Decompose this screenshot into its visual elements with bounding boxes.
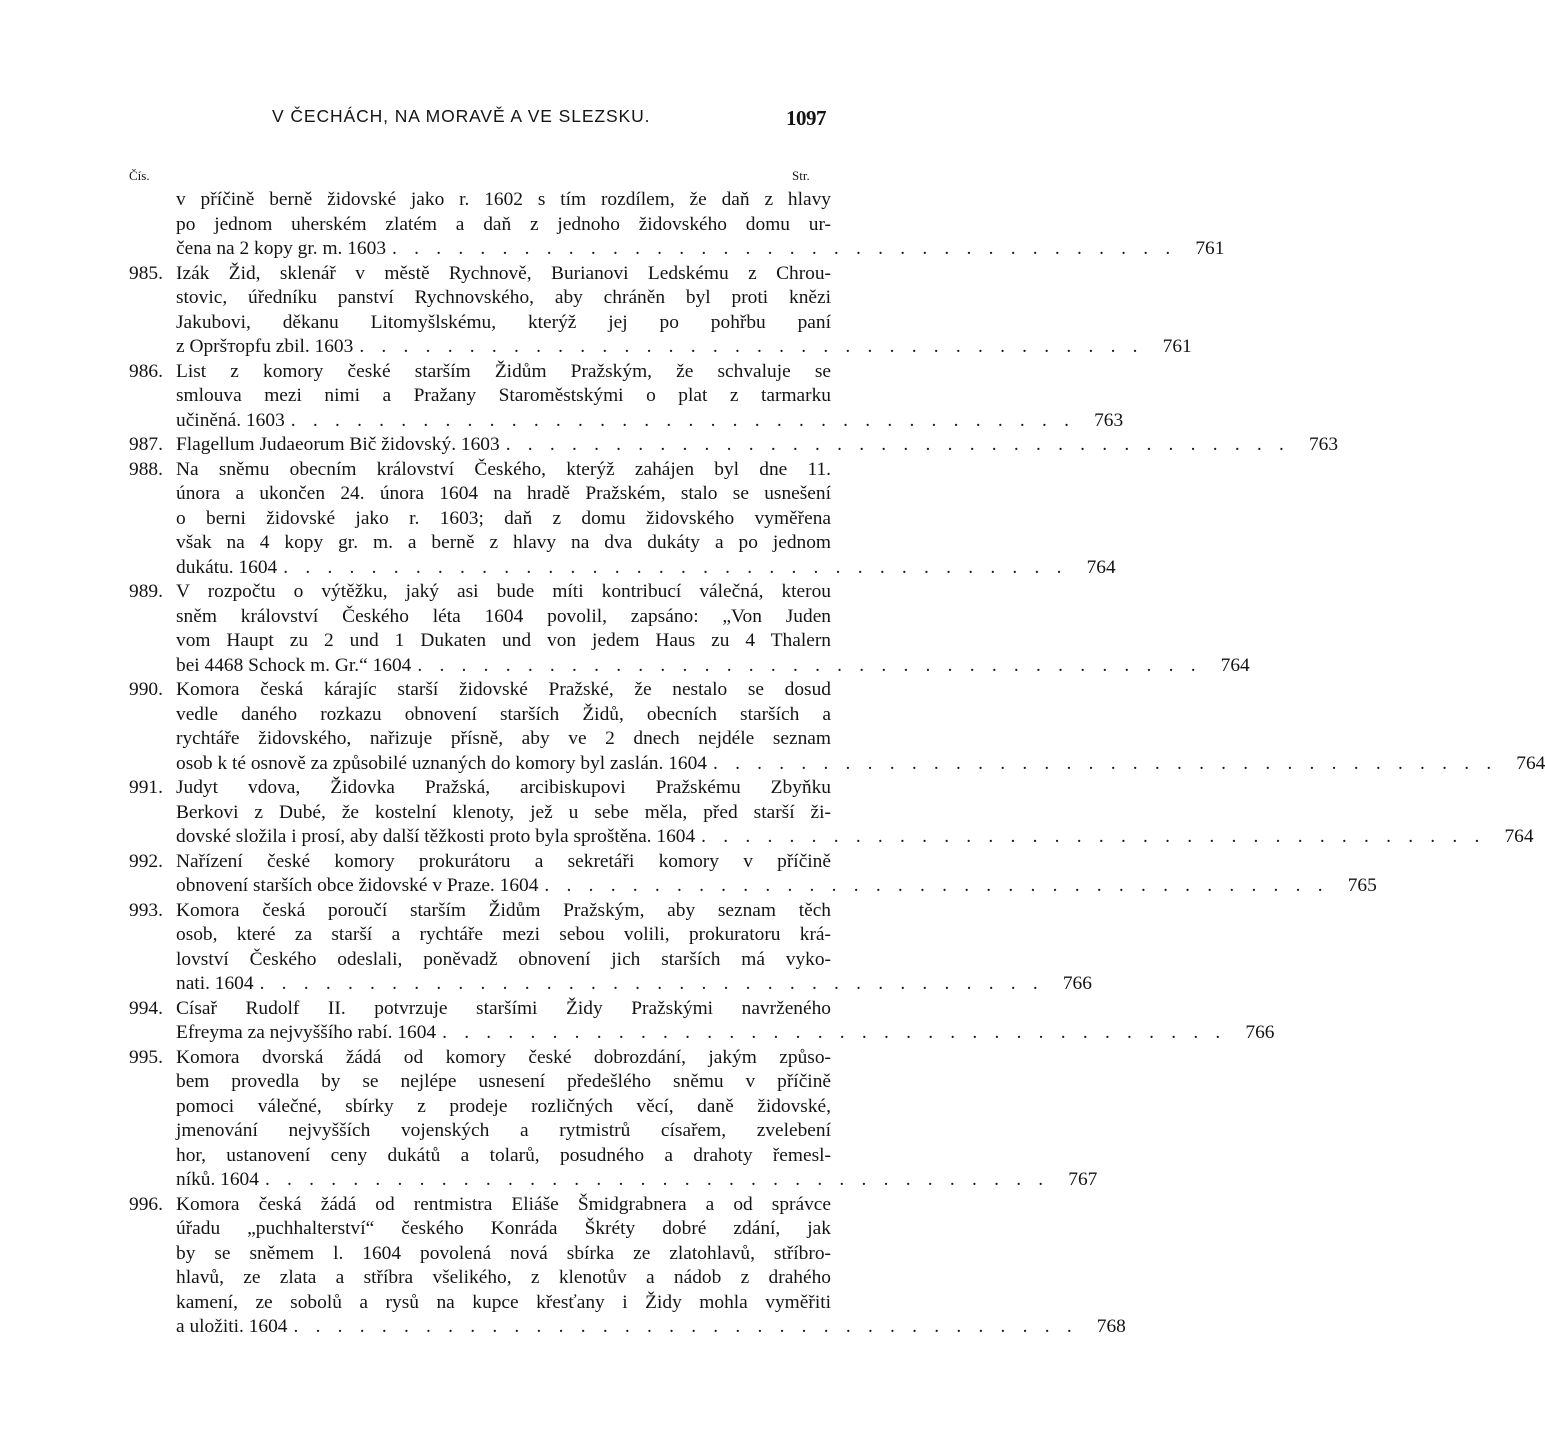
entry-text-line: hlavů, ze zlata a stříbra všelikého, z klenotův a nádob z drahého — [176, 1267, 831, 1288]
entry-page-reference: 766 — [1062, 973, 1092, 994]
entry-last-line — [176, 556, 1116, 581]
entry-page-reference: 763 — [1094, 409, 1124, 431]
leader-dots: . . . . . . . . . . . . . . . . . . . . . . . . . . . . . . . . . . . . — [259, 973, 1044, 994]
running-title: V ČECHÁCH, NA MORAVĚ A VE SLEZSKU. — [272, 106, 651, 126]
entry-last-line — [176, 1315, 1126, 1340]
entry-page-reference: 767 — [1068, 1169, 1098, 1190]
entry-last-line — [176, 825, 1534, 850]
register-entry — [129, 899, 1092, 997]
entry-last-line — [176, 409, 1124, 434]
leader-dots: . . . . . . . . . . . . . . . . . . . . . . . . . . . . . . . . . . . . — [712, 752, 1498, 774]
entry-text-line: Judyt vdova, Židovka Pražská, arcibiskupovi Pražskému Zbyňku — [176, 777, 831, 798]
entry-text-line: stovic, úředníku panství Rychnovského, aby chráněn byl proti knězi — [176, 287, 831, 308]
entry-last-line — [176, 874, 1377, 899]
register-entry — [129, 188, 1225, 262]
register-entry — [129, 262, 1192, 360]
entry-text-line: V rozpočtu o výtěžku, jaký asi bude míti kontribucí válečná, kterou — [176, 581, 831, 602]
entry-text-line: jmenování nejvyšších vojenských a rytmistrů císařem, zvelebení — [176, 1120, 831, 1141]
entry-number: 990. — [129, 679, 163, 700]
entry-number: 995. — [129, 1046, 163, 1068]
entry-number: 994. — [129, 997, 163, 1019]
entry-text-line: Berkovi z Dubé, že kostelní klenoty, jež u sebe měla, před starší ži- — [176, 801, 831, 823]
register-entry — [129, 1193, 1126, 1340]
entry-text-line: smlouva mezi nimi a Pražany Staroměstskými o plat z tarmarku — [176, 385, 831, 406]
page-number: 1097 — [786, 106, 826, 130]
entry-text-line: Císař Rudolf II. potvrzuje staršími Židy Pražskými navrženého — [176, 997, 831, 1019]
entry-last-line — [176, 1168, 1098, 1193]
page-column-heading: Str. — [792, 168, 810, 183]
leader-dots: . . . . . . . . . . . . . . . . . . . . . . . . . . . . . . . . . . . . — [417, 654, 1202, 676]
entry-number: 987. — [129, 434, 163, 455]
entry-number: 992. — [129, 850, 163, 872]
entry-text-line: bem provedla by se nejlépe usnesení předešlého sněmu v příčině — [176, 1071, 831, 1092]
number-column-heading: Čís. — [129, 168, 150, 183]
entry-text-line: rychtáře židovského, nařizuje přísně, aby ve 2 dnech nejdéle seznam — [176, 728, 831, 749]
entry-text-line: z Opršторfu zbil. 1603 — [176, 336, 354, 357]
entry-text-line: v příčině berně židovské jako r. 1602 s tím rozdílem, že daň z hlavy — [176, 189, 831, 210]
leader-dots: . . . . . . . . . . . . . . . . . . . . . . . . . . . . . . . . . . . . — [544, 875, 1329, 896]
entry-page-reference: 764 — [1504, 826, 1534, 847]
entry-last-line — [176, 335, 1192, 360]
entry-text-line: kamení, ze sobolů a rysů na kupce křesťany i Židy mohla vyměřiti — [176, 1291, 831, 1313]
entry-last-line — [176, 752, 1545, 777]
leader-dots: . . . . . . . . . . . . . . . . . . . . . . . . . . . . . . . . . . . . — [283, 556, 1068, 578]
entry-number: 988. — [129, 458, 163, 480]
entry-last-line — [176, 237, 1225, 262]
entry-page-reference: 764 — [1220, 654, 1250, 676]
entry-last-line — [176, 1021, 1275, 1046]
register-entry — [129, 458, 1116, 581]
entry-text-line: Komora česká kárajíc starší židovské Pražské, že nestalo se dosud — [176, 679, 831, 700]
entry-text-line: sněm království Českého léta 1604 povolil, zapsáno: „Von Juden — [176, 605, 831, 627]
entry-number: 989. — [129, 581, 163, 602]
entry-text-line: Na sněmu obecním království Českého, kterýž zahájen byl dne 11. — [176, 458, 831, 480]
entry-text-line: úřadu „puchhalterství“ českého Konráda Škréty dobré zdání, jak — [176, 1218, 831, 1239]
entry-text-line: Komora dvorská žádá od komory české dobrozdání, jakým způso- — [176, 1046, 831, 1068]
entry-text-line: o berni židovské jako r. 1603; daň z domu židovského vyměřena — [176, 507, 831, 529]
entry-text-line: Komora česká poroučí starším Židům Pražským, aby seznam těch — [176, 899, 831, 921]
entry-number: 991. — [129, 777, 163, 798]
entry-number: 996. — [129, 1193, 163, 1215]
entry-text-line: níků. 1604 — [176, 1169, 259, 1190]
leader-dots: . . . . . . . . . . . . . . . . . . . . . . . . . . . . . . . . . . . . — [505, 434, 1291, 455]
entry-text-line: bei 4468 Schock m. Gr.“ 1604 — [176, 654, 412, 676]
leader-dots: . . . . . . . . . . . . . . . . . . . . . . . . . . . . . . . . . . . . — [701, 826, 1486, 847]
leader-dots: . . . . . . . . . . . . . . . . . . . . . . . . . . . . . . . . . . . . — [392, 238, 1177, 259]
register-entry — [129, 433, 1339, 458]
entry-last-line — [176, 433, 1339, 458]
register-entry — [129, 360, 1124, 434]
entry-text-line: Izák Žid, sklenář v městě Rychnově, Burianovi Ledskému z Chrou- — [176, 262, 831, 284]
entry-text-line: února a ukončen 24. února 1604 na hradě Pražském, stalo se usnešení — [176, 483, 831, 504]
register-entry — [129, 678, 1545, 776]
entry-page-reference: 763 — [1308, 434, 1339, 455]
entry-text-line: Efreyma za nejvyššího rabí. 1604 — [176, 1022, 437, 1043]
leader-dots: . . . . . . . . . . . . . . . . . . . . . . . . . . . . . . . . . . . . — [290, 409, 1076, 431]
register-entry — [129, 997, 1275, 1046]
entry-text-line: a uložiti. 1604 — [176, 1316, 288, 1337]
running-header — [0, 106, 960, 142]
entry-text-line: vedle daného rozkazu obnovení starších Židů, obecních starších a — [176, 703, 831, 725]
register-entry — [129, 776, 1534, 850]
entry-text-line: Komora česká žádá od rentmistra Eliáše Šmidgrabnera a od správce — [176, 1193, 831, 1215]
entry-text-line: dovské složila i prosí, aby další těžkosti proto byla sproštěna. 1604 — [176, 826, 696, 847]
entry-text-line: osob k té osnově za způsobilé uznaných do komory byl zaslán. 1604 — [176, 752, 707, 774]
leader-dots: . . . . . . . . . . . . . . . . . . . . . . . . . . . . . . . . . . . . — [359, 336, 1144, 357]
entry-page-reference: 761 — [1162, 336, 1192, 357]
entry-text-line: vom Haupt zu 2 und 1 Dukaten und von jedem Haus zu 4 Thalern — [176, 630, 831, 651]
entry-text-line: však na 4 kopy gr. m. a berně z hlavy na dva dukáty a po jednom — [176, 532, 831, 553]
leader-dots: . . . . . . . . . . . . . . . . . . . . . . . . . . . . . . . . . . . . — [293, 1316, 1078, 1337]
register-entry — [129, 850, 1377, 899]
entry-text-line: obnovení starších obce židovské v Praze. 1604 — [176, 875, 539, 896]
entry-text-line: nati. 1604 — [176, 973, 254, 994]
register-entries — [129, 188, 1545, 1340]
register-entry — [129, 1046, 1098, 1193]
entry-text-line: Nařízení české komory prokurátoru a sekretáři komory v příčině — [176, 850, 831, 872]
leader-dots: . . . . . . . . . . . . . . . . . . . . . . . . . . . . . . . . . . . . — [442, 1022, 1227, 1043]
entry-page-reference: 766 — [1245, 1022, 1275, 1043]
entry-text-line: List z komory české starším Židům Pražským, že schvaluje se — [176, 360, 831, 382]
entry-text-line: Flagellum Judaeorum Bič židovský. 1603 — [176, 434, 500, 455]
entry-text-line: čena na 2 kopy gr. m. 1603 — [176, 238, 387, 259]
entry-text-line: Jakubovi, děkanu Litomyšlskému, kterýž jej po pohřbu paní — [176, 311, 831, 333]
entry-number: 985. — [129, 262, 163, 284]
entry-text-line: po jednom uherském zlatém a daň z jednoho židovského domu ur- — [176, 213, 831, 235]
entry-number: 986. — [129, 360, 163, 382]
entry-text-line: učiněná. 1603 — [176, 409, 285, 431]
entry-number: 993. — [129, 899, 163, 921]
entry-text-line: lovství Českého odeslali, poněvadž obnovení jich starších má vyko- — [176, 948, 831, 970]
entry-page-reference: 765 — [1347, 875, 1377, 896]
entry-page-reference: 761 — [1195, 238, 1225, 259]
leader-dots: . . . . . . . . . . . . . . . . . . . . . . . . . . . . . . . . . . . . — [264, 1169, 1050, 1190]
register-entry — [129, 580, 1250, 678]
entry-text-line: by se sněmem l. 1604 povolená nová sbírka ze zlatohlavů, stříbro- — [176, 1242, 831, 1264]
entry-text-line: osob, které za starší a rychtáře mezi sebou volili, prokuratoru krá- — [176, 924, 831, 945]
entry-text-line: pomoci válečné, sbírky z prodeje rozličných věcí, daně židovské, — [176, 1095, 831, 1117]
entry-text-line: dukátu. 1604 — [176, 556, 278, 578]
entry-page-reference: 768 — [1096, 1316, 1126, 1337]
entry-page-reference: 764 — [1086, 556, 1116, 578]
entry-text-line: hor, ustanovení ceny dukátů a tolarů, posudného a drahoty řemesl- — [176, 1144, 831, 1166]
entry-last-line — [176, 972, 1092, 997]
entry-last-line — [176, 654, 1250, 679]
entry-page-reference: 764 — [1516, 752, 1545, 774]
